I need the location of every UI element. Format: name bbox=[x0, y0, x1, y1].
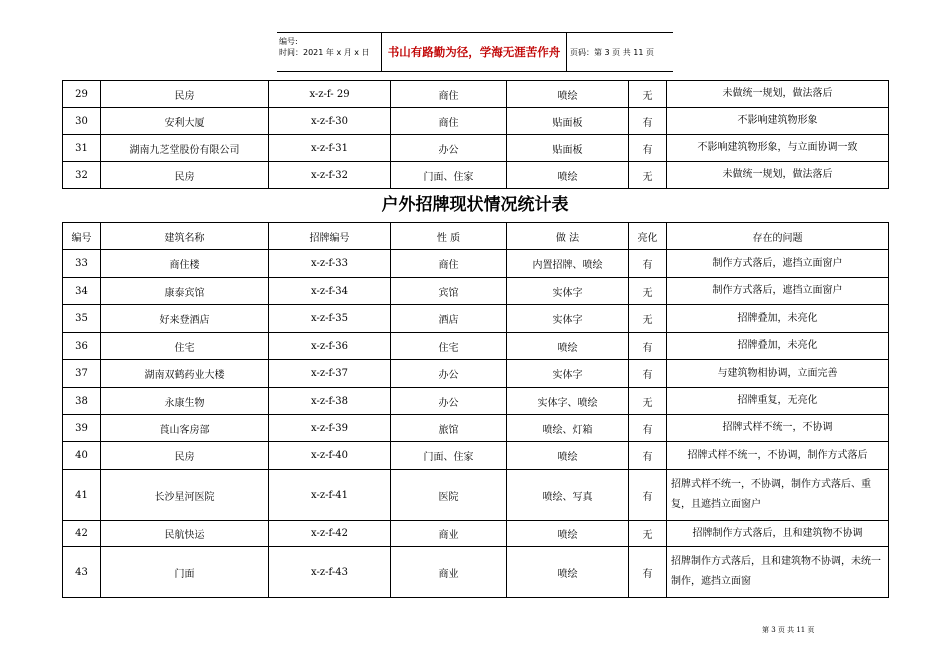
cell-lit: 有 bbox=[629, 547, 667, 598]
cell-lit: 有 bbox=[629, 415, 667, 442]
cell-name: 民房 bbox=[101, 162, 269, 189]
cell-no: 43 bbox=[63, 547, 101, 598]
header-no: 编号 bbox=[63, 223, 101, 250]
cell-name: 商住楼 bbox=[101, 250, 269, 278]
cell-code: x-z-f-42 bbox=[269, 521, 391, 547]
cell-no: 36 bbox=[63, 333, 101, 360]
table-row bbox=[63, 415, 889, 442]
header-name: 建筑名称 bbox=[101, 223, 269, 250]
cell-lit: 无 bbox=[629, 521, 667, 547]
cell-lit: 有 bbox=[629, 470, 667, 521]
cell-no: 41 bbox=[63, 470, 101, 521]
cell-lit: 有 bbox=[629, 442, 667, 470]
table-row bbox=[63, 388, 889, 415]
number-label: 编号: bbox=[279, 37, 298, 46]
cell-code: x-z-f-30 bbox=[269, 108, 391, 135]
motto: 书山有路勤为径，学海无涯苦作舟 bbox=[382, 33, 567, 71]
cell-method: 喷绘 bbox=[507, 521, 629, 547]
table-row bbox=[63, 278, 889, 305]
header-code: 招牌编号 bbox=[269, 223, 391, 250]
cell-code: x-z-f-31 bbox=[269, 135, 391, 162]
cell-lit: 无 bbox=[629, 162, 667, 189]
cell-lit: 有 bbox=[629, 250, 667, 278]
cell-method: 实体字 bbox=[507, 305, 629, 333]
cell-no: 29 bbox=[63, 81, 101, 108]
cell-name: 永康生物 bbox=[101, 388, 269, 415]
cell-nature: 酒店 bbox=[391, 305, 507, 333]
header-method: 做 法 bbox=[507, 223, 629, 250]
cell-name: 民房 bbox=[101, 81, 269, 108]
table-row bbox=[63, 442, 889, 470]
cell-method: 喷绘 bbox=[507, 442, 629, 470]
cell-nature: 办公 bbox=[391, 388, 507, 415]
cell-issue: 招牌式样不统一，不协调，制作方式落后 bbox=[667, 442, 889, 470]
cell-lit: 无 bbox=[629, 305, 667, 333]
cell-code: x-z-f- 29 bbox=[269, 81, 391, 108]
cell-nature: 旅馆 bbox=[391, 415, 507, 442]
cell-name: 好来登酒店 bbox=[101, 305, 269, 333]
cell-issue: 招牌重复，无亮化 bbox=[667, 388, 889, 415]
cell-name: 安利大厦 bbox=[101, 108, 269, 135]
cell-lit: 无 bbox=[629, 81, 667, 108]
cell-method: 喷绘、写真 bbox=[507, 470, 629, 521]
page-label: 页码：第 3 页 共 11 页 bbox=[570, 47, 654, 57]
cell-method: 贴面板 bbox=[507, 135, 629, 162]
cell-issue: 制作方式落后，遮挡立面窗户 bbox=[667, 278, 889, 305]
table-row bbox=[63, 162, 889, 189]
cell-code: x-z-f-32 bbox=[269, 162, 391, 189]
cell-method: 喷绘、灯箱 bbox=[507, 415, 629, 442]
cell-name: 湖南双鹤药业大楼 bbox=[101, 360, 269, 388]
cell-method: 喷绘 bbox=[507, 547, 629, 598]
signboard-table-continued bbox=[62, 80, 889, 189]
cell-code: x-z-f-40 bbox=[269, 442, 391, 470]
header-issue: 存在的问题 bbox=[667, 223, 889, 250]
cell-name: 民航快运 bbox=[101, 521, 269, 547]
page-footer: 第 3 页 共 11 页 bbox=[762, 626, 815, 634]
cell-nature: 门面、住家 bbox=[391, 442, 507, 470]
page-title: 户外招牌现状情况统计表 bbox=[381, 195, 569, 215]
table-row bbox=[63, 135, 889, 162]
table-row bbox=[63, 547, 889, 598]
cell-code: x-z-f-36 bbox=[269, 333, 391, 360]
cell-nature: 商业 bbox=[391, 521, 507, 547]
cell-code: x-z-f-34 bbox=[269, 278, 391, 305]
cell-method: 贴面板 bbox=[507, 108, 629, 135]
cell-method: 实体字 bbox=[507, 360, 629, 388]
cell-code: x-z-f-35 bbox=[269, 305, 391, 333]
cell-nature: 门面、住家 bbox=[391, 162, 507, 189]
cell-code: x-z-f-41 bbox=[269, 470, 391, 521]
cell-no: 31 bbox=[63, 135, 101, 162]
cell-no: 42 bbox=[63, 521, 101, 547]
cell-name: 门面 bbox=[101, 547, 269, 598]
cell-issue: 招牌式样不统一，不协调 bbox=[667, 415, 889, 442]
cell-name: 康泰宾馆 bbox=[101, 278, 269, 305]
cell-method: 内置招牌、喷绘 bbox=[507, 250, 629, 278]
cell-nature: 办公 bbox=[391, 360, 507, 388]
cell-method: 实体字 bbox=[507, 278, 629, 305]
cell-nature: 宾馆 bbox=[391, 278, 507, 305]
cell-nature: 商业 bbox=[391, 547, 507, 598]
header-left bbox=[277, 33, 382, 71]
cell-code: x-z-f-37 bbox=[269, 360, 391, 388]
cell-no: 34 bbox=[63, 278, 101, 305]
header-lit: 亮化 bbox=[629, 223, 667, 250]
cell-code: x-z-f-39 bbox=[269, 415, 391, 442]
cell-code: x-z-f-38 bbox=[269, 388, 391, 415]
cell-name: 长沙星河医院 bbox=[101, 470, 269, 521]
cell-issue: 未做统一规划，做法落后 bbox=[667, 81, 889, 108]
cell-lit: 有 bbox=[629, 333, 667, 360]
table-row bbox=[63, 250, 889, 278]
cell-lit: 有 bbox=[629, 360, 667, 388]
cell-nature: 商住 bbox=[391, 81, 507, 108]
cell-name: 湖南九芝堂股份有限公司 bbox=[101, 135, 269, 162]
cell-method: 喷绘 bbox=[507, 333, 629, 360]
table-row bbox=[63, 360, 889, 388]
cell-name: 民房 bbox=[101, 442, 269, 470]
cell-name: 住宅 bbox=[101, 333, 269, 360]
cell-name: 莨山客房部 bbox=[101, 415, 269, 442]
cell-issue: 招牌式样不统一，不协调，制作方式落后、重复，且遮挡立面窗户 bbox=[667, 470, 889, 521]
cell-no: 32 bbox=[63, 162, 101, 189]
cell-issue: 招牌制作方式落后，且和建筑物不协调，未统一制作，遮挡立面窗 bbox=[667, 547, 889, 598]
cell-issue: 不影响建筑物形象，与立面协调一致 bbox=[667, 135, 889, 162]
cell-issue: 未做统一规划，做法落后 bbox=[667, 162, 889, 189]
cell-lit: 无 bbox=[629, 388, 667, 415]
cell-issue: 与建筑物相协调，立面完善 bbox=[667, 360, 889, 388]
cell-issue: 不影响建筑物形象 bbox=[667, 108, 889, 135]
cell-no: 38 bbox=[63, 388, 101, 415]
cell-issue: 招牌叠加，未亮化 bbox=[667, 333, 889, 360]
cell-no: 33 bbox=[63, 250, 101, 278]
cell-nature: 商住 bbox=[391, 108, 507, 135]
table-row bbox=[63, 81, 889, 108]
cell-issue: 制作方式落后，遮挡立面窗户 bbox=[667, 250, 889, 278]
cell-nature: 医院 bbox=[391, 470, 507, 521]
cell-code: x-z-f-43 bbox=[269, 547, 391, 598]
cell-no: 39 bbox=[63, 415, 101, 442]
cell-lit: 无 bbox=[629, 278, 667, 305]
cell-no: 30 bbox=[63, 108, 101, 135]
time-label: 时间：2021 年 x 月 x 日 bbox=[279, 48, 370, 57]
header-nature: 性 质 bbox=[391, 223, 507, 250]
cell-issue: 招牌制作方式落后，且和建筑物不协调 bbox=[667, 521, 889, 547]
cell-method: 喷绘 bbox=[507, 162, 629, 189]
cell-code: x-z-f-33 bbox=[269, 250, 391, 278]
cell-no: 40 bbox=[63, 442, 101, 470]
cell-nature: 住宅 bbox=[391, 333, 507, 360]
table-header-row bbox=[63, 223, 889, 250]
cell-lit: 有 bbox=[629, 135, 667, 162]
cell-method: 实体字、喷绘 bbox=[507, 388, 629, 415]
cell-no: 37 bbox=[63, 360, 101, 388]
cell-nature: 商住 bbox=[391, 250, 507, 278]
table-row bbox=[63, 470, 889, 521]
cell-nature: 办公 bbox=[391, 135, 507, 162]
cell-issue: 招牌叠加，未亮化 bbox=[667, 305, 889, 333]
page-header bbox=[277, 32, 673, 72]
signboard-table bbox=[62, 222, 889, 598]
table-row bbox=[63, 333, 889, 360]
cell-method: 喷绘 bbox=[507, 81, 629, 108]
cell-no: 35 bbox=[63, 305, 101, 333]
cell-lit: 有 bbox=[629, 108, 667, 135]
table-row bbox=[63, 108, 889, 135]
table-row bbox=[63, 521, 889, 547]
table-row bbox=[63, 305, 889, 333]
